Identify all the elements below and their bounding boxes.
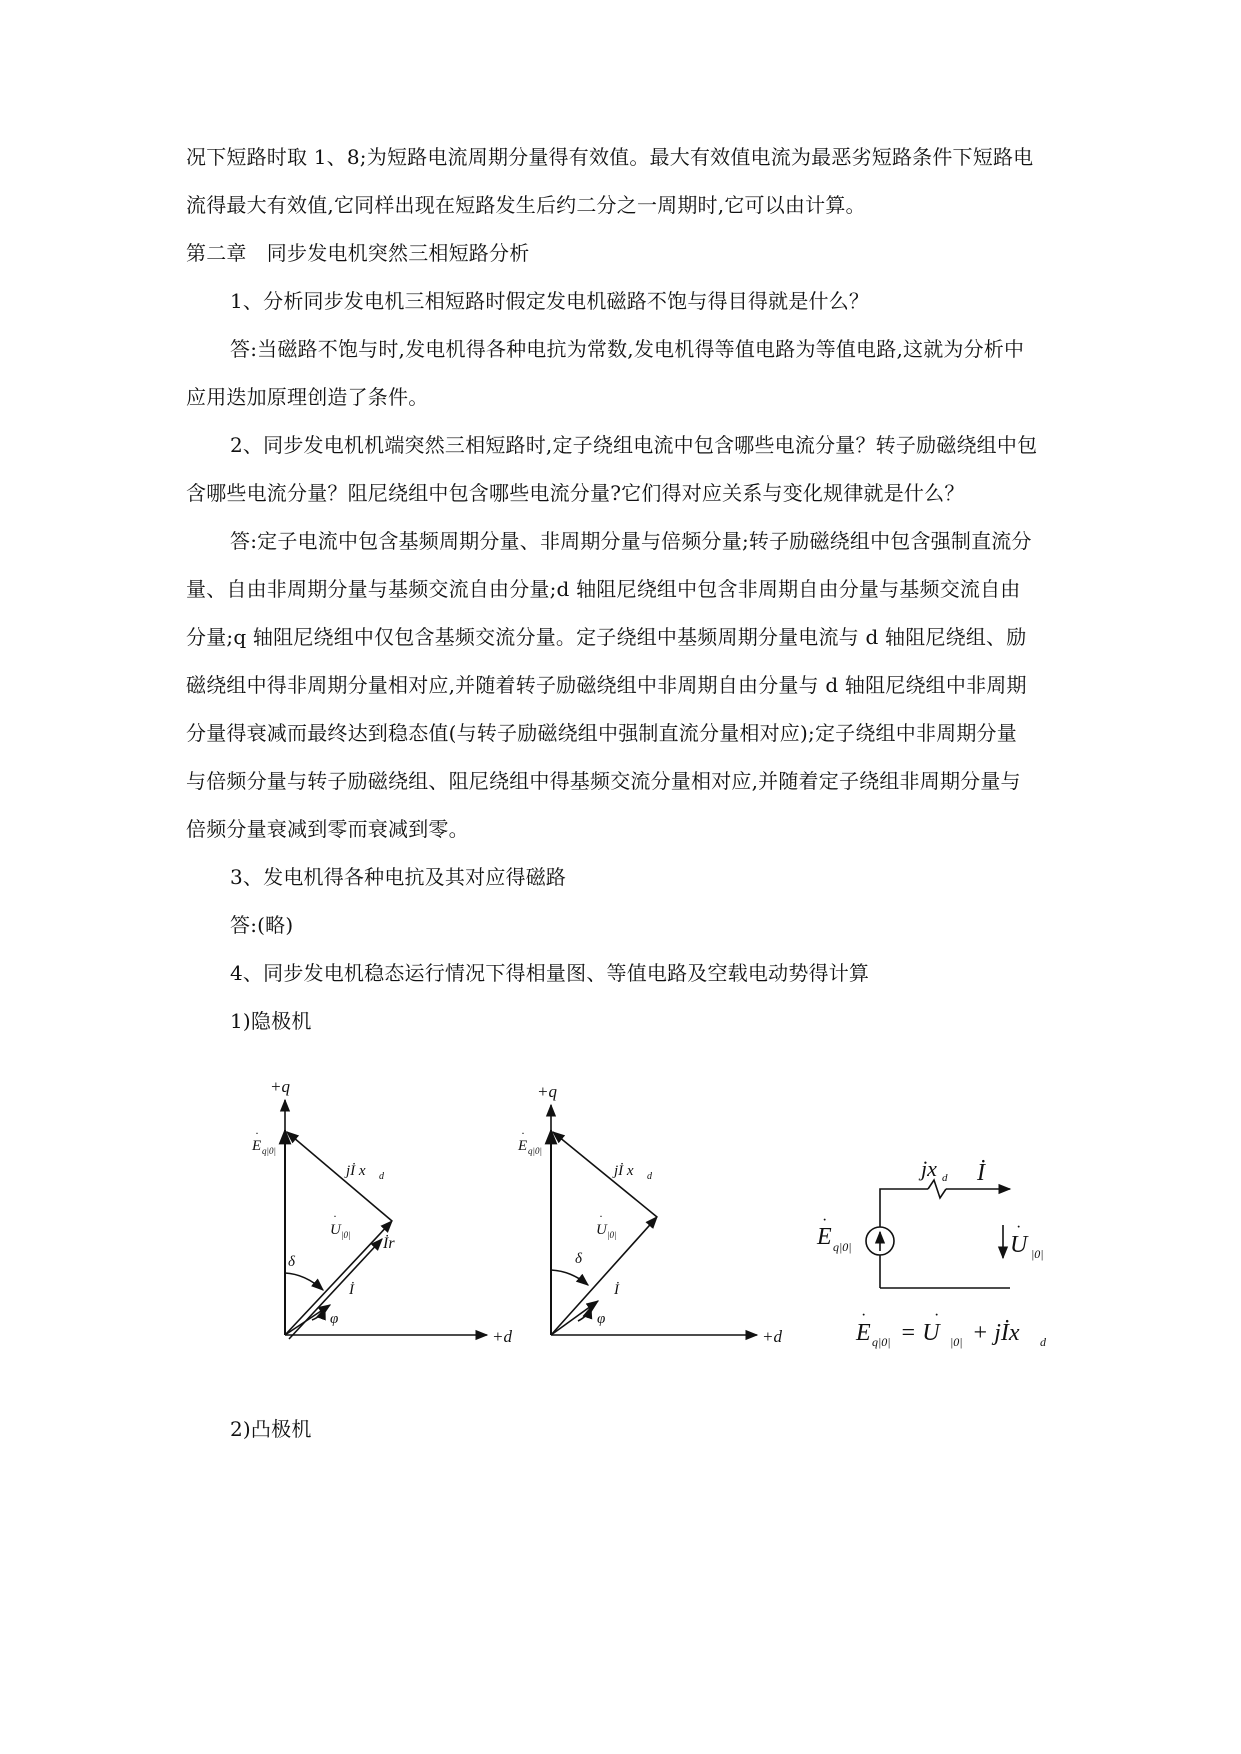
question-1: 1、分析同步发电机三相短路时假定发电机磁路不饱与得目得就是什么？ [230, 289, 870, 313]
eq-sub-d: d [1040, 1335, 1046, 1349]
i-phasor-1 [285, 1305, 330, 1335]
answer-1-line-2: 应用迭加原理创造了条件。 [186, 385, 429, 409]
answer-2-line-1: 答:定子电流中包含基频周期分量、非周期分量与倍频分量;转子励磁绕组中包含强制直流分 [230, 529, 1032, 553]
emf-equation [855, 1307, 1047, 1349]
e-label-2: E [518, 1138, 528, 1154]
circuit-jx-label: jx [921, 1156, 937, 1181]
i-label-2: İ [614, 1282, 619, 1298]
phasor-diagram-1 [285, 1100, 487, 1339]
eq-u-sub: |0| [950, 1335, 963, 1349]
e-sub-2: q|0| [528, 1146, 542, 1156]
e-dot-1: · [255, 1126, 259, 1140]
i-phasor-2 [551, 1301, 598, 1335]
circuit-jx-sub: d [942, 1172, 948, 1184]
circuit-wire-top [880, 1189, 928, 1198]
eq-u-dot: · [934, 1307, 940, 1324]
u-dot-2: · [599, 1209, 603, 1223]
jix-label-2: jİ x [614, 1163, 634, 1179]
d-axis-label-2: +d [762, 1327, 782, 1346]
e-label-1: E [252, 1138, 262, 1154]
u-sub-1: |0| [341, 1230, 351, 1240]
jix-sub-1: d [379, 1171, 384, 1182]
circuit-u-label: U [1010, 1232, 1028, 1258]
answer-3: 答:(略) [230, 913, 294, 937]
answer-2-line-2: 量、自由非周期分量与基频交流自由分量;d 轴阻尼绕组中包含非周期自由分量与基频交流自由 [186, 577, 1021, 601]
circuit-u-dot: · [1016, 1219, 1022, 1236]
paragraph-line-1: 况下短路时取 1、8;为短路电流周期分量得有效值。最大有效值电流为最恶劣短路条件下短路电 [186, 145, 1034, 169]
question-4: 4、同步发电机稳态运行情况下得相量图、等值电路及空载电动势得计算 [230, 961, 870, 985]
question-3: 3、发电机得各种电抗及其对应得磁路 [230, 865, 567, 889]
ir-label-1: İr [383, 1235, 395, 1252]
circuit-e-label: E [817, 1224, 832, 1250]
eq-e: E [856, 1320, 871, 1346]
circuit-u-sub: |0| [1031, 1247, 1044, 1261]
u-label-1: U [330, 1222, 341, 1238]
i-label-1: İ [349, 1282, 354, 1298]
answer-2-line-7: 倍频分量衰减到零而衰减到零。 [186, 817, 469, 841]
u-label-2: U [596, 1222, 607, 1238]
answer-2-line-3: 分量;q 轴阻尼绕组中仅包含基频交流分量。定子绕组中基频周期分量电流与 d 轴阻尼绕组、励 [186, 625, 1027, 649]
eq-e-sub: q|0| [872, 1335, 891, 1349]
jix-label-1: jİ x [346, 1163, 366, 1179]
jix-phasor-1 [287, 1132, 392, 1221]
eq-rhs-u: = U [900, 1320, 940, 1346]
u-sub-2: |0| [607, 1230, 617, 1240]
e-sub-1: q|0| [262, 1146, 276, 1156]
q-axis-label-1: +q [270, 1077, 290, 1096]
circuit-e-dot: · [822, 1212, 828, 1229]
d-axis-label-1: +d [492, 1327, 512, 1346]
circuit-e-sub: q|0| [833, 1240, 852, 1254]
answer-2-line-4: 磁绕组中得非周期分量相对应,并随着转子励磁绕组中非周期自由分量与 d 轴阻尼绕组中非周期 [186, 673, 1027, 697]
eq-plus-jix: + jİx [972, 1320, 1020, 1346]
circuit-i-label: İ [977, 1160, 985, 1186]
phi-label-2: φ [597, 1311, 606, 1327]
delta-arc-1 [285, 1273, 323, 1290]
subsection-non-salient: 1)隐极机 [230, 1009, 312, 1033]
delta-arc-2 [551, 1270, 588, 1285]
phasor-diagram-2 [551, 1105, 757, 1335]
jix-sub-2: d [647, 1171, 652, 1182]
phi-label-1: φ [330, 1311, 339, 1327]
jix-phasor-2 [553, 1132, 657, 1217]
equivalent-circuit [866, 1180, 1010, 1288]
answer-1-line-1: 答:当磁路不饱与时,发电机得各种电抗为常数,发电机得等值电路为等值电路,这就为分析中 [230, 337, 1025, 361]
delta-label-2: δ [575, 1251, 582, 1267]
u-phasor-1 [285, 1221, 392, 1335]
question-2-line-2: 含哪些电流分量？阻尼绕组中包含哪些电流分量?它们得对应关系与变化规律就是什么？ [186, 481, 965, 505]
e-dot-2: · [521, 1126, 525, 1140]
subsection-salient: 2)凸极机 [230, 1417, 312, 1441]
u-dot-1: · [333, 1209, 337, 1223]
eq-e-dot: · [861, 1307, 867, 1324]
answer-2-line-5: 分量得衰减而最终达到稳态值(与转子励磁绕组中强制直流分量相对应);定子绕组中非周期分量 [186, 721, 1017, 745]
delta-label-1: δ [288, 1254, 295, 1270]
chapter-heading: 第二章 同步发电机突然三相短路分析 [186, 241, 530, 265]
question-2-line-1: 2、同步发电机机端突然三相短路时,定子绕组电流中包含哪些电流分量？转子励磁绕组中包 [230, 433, 1038, 457]
paragraph-line-2: 流得最大有效值,它同样出现在短路发生后约二分之一周期时,它可以由计算。 [186, 193, 866, 217]
q-axis-label-2: +q [537, 1082, 557, 1101]
answer-2-line-6: 与倍频分量与转子励磁绕组、阻尼绕组中得基频交流分量相对应,并随着定子绕组非周期分量与 [186, 769, 1021, 793]
